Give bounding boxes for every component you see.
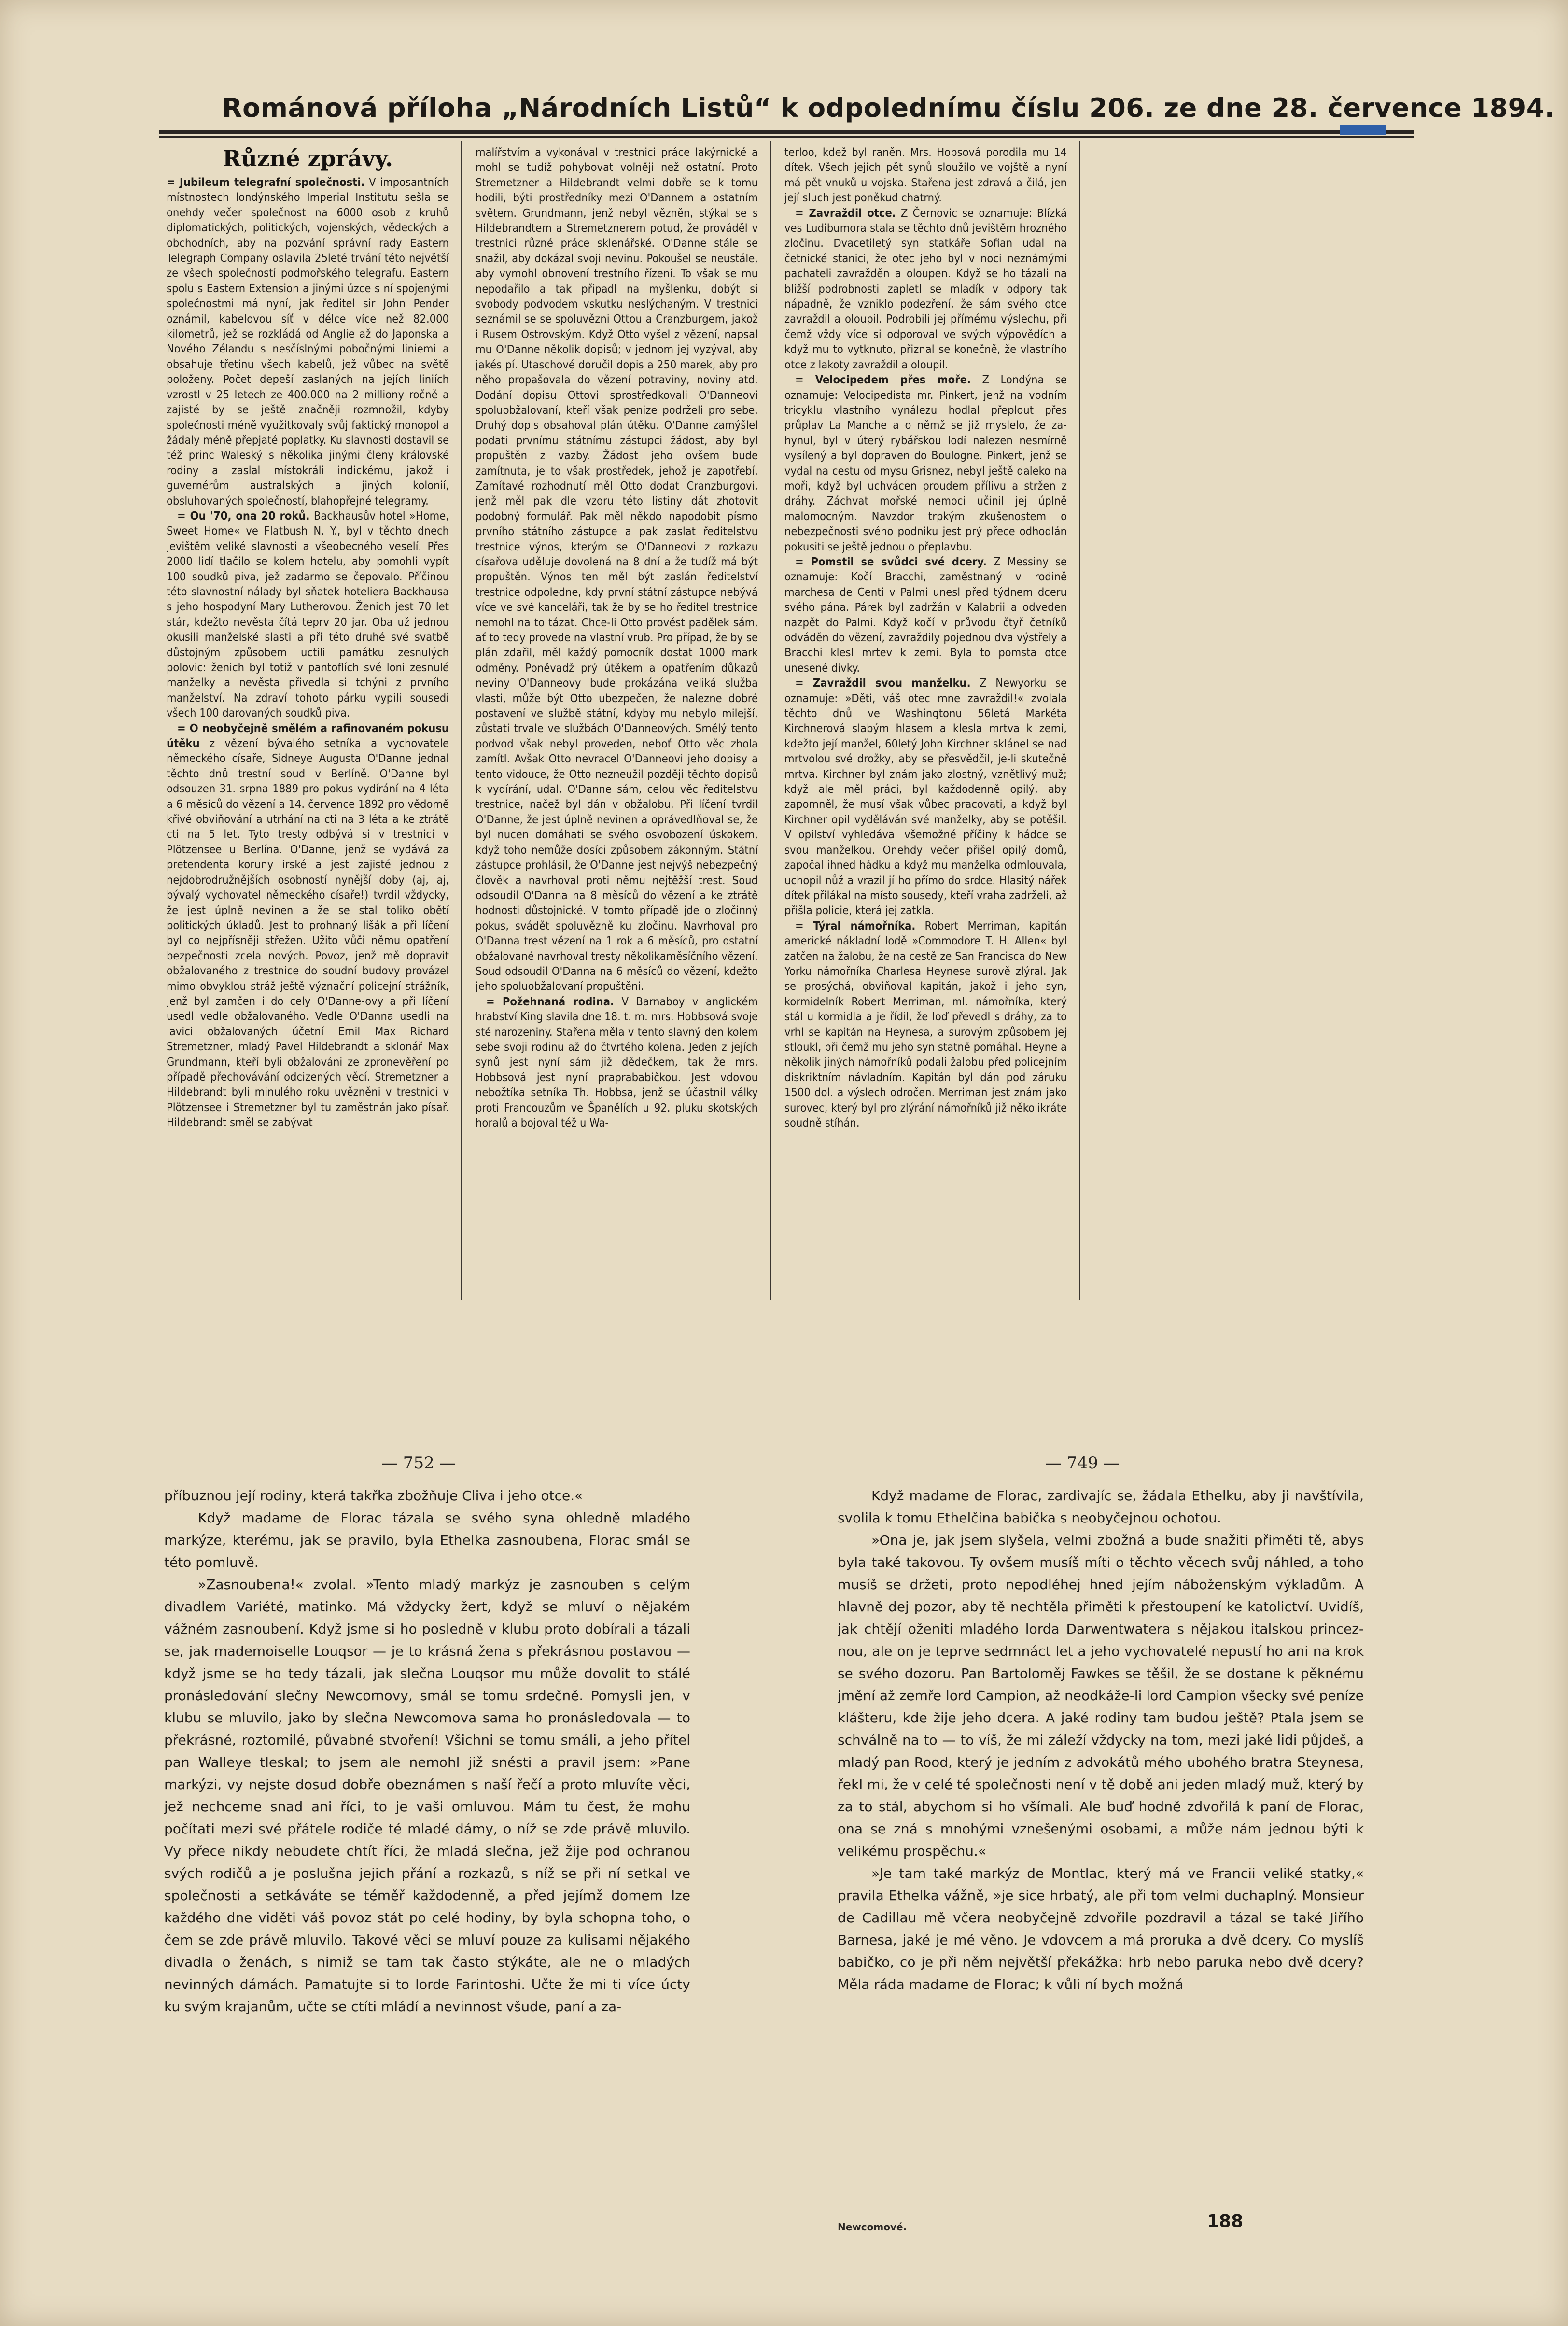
masthead: Románová příloha „Národních Listů“ k odpolednímu číslu 206. ze dne 28. července 1894.: [222, 93, 1555, 123]
news-item: [784, 145, 1067, 206]
masthead-rule: [159, 130, 1414, 134]
footer-number: 188: [1207, 2212, 1244, 2231]
page-number-right: — 749 —: [1045, 1453, 1120, 1473]
news-column-3: [784, 145, 1067, 1289]
footer-signature: Newcomové.: [838, 2221, 907, 2233]
news-rubric: = Zavraždil otce.: [795, 206, 896, 220]
news-text: Robert Merriman, kapitán americké nákladní lodě »Commodore T. H. Allen« byl zatčen na žalobu, že na cestě ze San Francisca do New Yorku námořníka Charlesa Heynese surově zlýral. Jak se prosýchá, obviňoval kapitán, jakož i jeho syn, kormidelník Robert Merriman, ml. námořníka, který stál u kormidla a je řídil, že loď převedl s dráhy, za to vrhl se kapitán na Heynesa, a surovým způsobem jej stloukl, při čemž mu jeho syn statně pomáhal. Heyne a několik jiných námořníků podali žalobu před policejním diskriktním návladním. Kapitán byl dán pod záruku 1500 dol. a výslech odročen. Merriman jest znám jako surovec, který byl pro zlýrání námořníků již několikráte soudně stíhán.: [784, 918, 1067, 1129]
novel-paragraph: »Zasnoubena!« zvolal. »Tento mladý markýz je zasnouben s celým divadlem Variété, matinko. Má vždycky žert, když se mluví o nějakém vážném zasnoubení. Když jsme si ho posledně v klubu proto dobírali a tázali se, jak mademoiselle Louqsor — je to krásná žena s překrásnou postavou — když jsme se ho tedy tázali, jak slečna Louqsor mu může dovolit to stálé pronásledování slečny Newcomovy, smál se tomu srdečně. Pomysli jen, v klubu se mluvilo, jako by slečna Newcomova sama ho pronásledovala — to překrásné, roztomilé, půvabné stvoření! Všichni se tomu smáli, a jeho přítel pan Walleye tleskal; to jsem ale nemohl již snésti a pravil jsem: »Pane markýzi, vy nejste dosud dobře obeznámen s naší řečí a proto mluvíte věci, jež nechceme snad ani říci, to je vaši omluvou. Mám tu čest, že mohu počítati mezi své přátele rodiče té mladé dámy, o níž se zde právě mluvilo. Vy přece nikdy nebudete chtít říci, že mladá slečna, jež žije pod ochranou svých rodičů a je poslušna jejich přání a rozkazů, s níž se při ní setkal ve společnosti a setkáváte se téměř každodenně, a před jejímž domem lze každého dne viděti váš povoz stát po celé hodiny, by byla schopna toho, o čem se zde právě mluvilo. Takové věci se mluví pouze za kulisami nějakého divadla o ženách, s nimiž se tam tak často stýkáte, ale ne o mladých nevinných dámách. Pamatujte si to lorde Farintoshi. Učte že mi ti více úcty ku svým krajanům, učte se ctíti mládí a nevinnost všude, paní a za-: [164, 1577, 690, 2015]
news-item: [167, 721, 449, 1130]
news-text: malířstvím a vykonával v trestnici práce lakýrnické a mohl se tudíž pohybovat volněji než ostatní. Proto Stremetzner a Hildebrandt velmi dobře se k tomu hodili, býti prostředníky mezi O'Dannem a ostatním světem. Grundmann, jenž nebyl vězněn, stýkal se s Hildebrandtem a Stremetznerem potud, že prováděl v trestnici různé práce sklenářské. O'Danne stále se snažil, aby dokázal svoji nevinu. Pokoušel se neustále, aby vymohl obnovení trestního řízení. To však se mu nepodařilo a tak připadl na myšlenku, dobýt si svobody podvodem vskutku neslýchaným. V trestnici seznámil se se spoluvězni Ottou a Cranzburgem, jakož i Rusem Ostrovským. Když Otto vyšel z vězení, napsal mu O'Danne několik dopisů; v jednom jej vyzýval, aby jakés pí. Utaschové doručil dopis a 250 marek, aby pro něho propašovala do vězení potraviny, noviny atd. Dodání dopisu Ottovi sprostředkovali O'Danneovi spoluobžalovaní, kteří však penize podrželi pro sebe. Druhý dopis obsahoval plán útěku. O'Danne zamýšlel podati prvnímu státnímu zástupci žádost, aby byl propuštěn z vazby. Žádost jeho ovšem bude zamítnuta, je to však prostředek, jehož je zapotřebí. Zamítavé rozhodnutí měl Otto dodat Cranzburgovi, jenž měl pak dle vzoru této listiny dát zhotovit podobný formulář. Pak měl někdo napodobit písmo prvního státního zástupce a pak zaslat ředitelstvu trestnice výnos, kterým se O'Danneovi z rozkazu císařova uděluje dovolená na 8 dní a že tudíž má být propuštěn. Výnos ten měl být zaslán ředitelství trestnice odpoledne, kdy první státní zástupce nebývá více ve své kanceláři, tak že by se ho ředitel trestnice nemohl na to tázat. Chce-li Otto provést padělek sám, ať to tedy provede na vlastní vrub. Pro případ, že by se plán zdařil, měl každý pomocník dostat 1000 mark odměny. Poněvadž prý útěkem a opatřením důkazů neviny O'Danneovy bude prokázána veliká služba vlasti, může být Otto ubezpečen, že nalezne dobré postavení ve službě státní, kdyby mu nebylo milejší, zůstati trvale ve službách O'Danneových. Smělý tento podvod však nebyl proveden, neboť Otto věc zhola zamítl. Avšak Otto nevracel O'Danneovi jeho dopisy a tento vidouce, že Otto nezneužil později těchto dopisů k vydírání, udal, O'Danne sám, celou věc ředitelstvu trestnice, načež byl dán v obžalobu. Při líčení tvrdil O'Danne, že jest úplně nevinen a oprávedlňoval se, že byl nucen domáhati se svého osvobození úskokem, když toho nemůže dosíci způsobem zákonným. Státní zástupce prohlásil, že O'Danne jest nejvýš nebezpečný člověk a navrhoval proti němu nejtěžší trest. Soud odsoudil O'Danna na 8 měsíců do vězení a ke ztrátě hodnosti důstojnické. V tomto případě jde o zločinný pokus, svádět spoluvězně ku zločinu. Navrhoval pro O'Danna trest vězení na 1 rok a 6 měsíců, pro ostatní obžalované navrhoval tresty několikaměsíčního vězení. Soud odsoudil O'Danna na 6 měsíců do vězení, kdežto jeho spoluobžalovaní propuštěni.: [476, 145, 758, 993]
novel-paragraph: příbuznou její rodiny, která takřka zbožňuje Cliva i jeho otce.«: [164, 1488, 583, 1504]
novel-paragraph: »Je tam také markýz de Montlac, který má ve Francii veliké statky,« pravila Ethelka vážně, »je sice hrbatý, ale při tom velmi duchaplný. Monsieur de Cadillau mě včera neobyčejně zdvořile pozdravil a tázal se také Jiřího Barnesa, jaké je mé věno. Je vdovcem a má proruka a dvě dcery. Co myslíš babičko, co je při něm největší překážka: hrb nebo paruka nebo dvě dcery? Měla ráda madame de Florac; k vůli ní bych možná: [838, 1865, 1364, 1992]
library-mark: [1340, 125, 1386, 135]
news-item: [784, 918, 1067, 1131]
news-item: [167, 175, 449, 508]
news-text: Z Newyorku se oznamuje: »Děti, váš otec mne zavraždil!« zvolala těchto dnů ve Washingtonu 56letá Markéta Kirchnerová slabým hlasem a klesla mrtva k zemi, kdežto její manžel, 60letý John Kirchner sklánel se nad mrtvolou své drožky, aby se přesvědčil, je-li skutečně mrtva. Kirchner byl znám jako zlostný, vznětlivý muž; když ale měl práci, byl každodenně opilý, aby zapomněl, že musí však vůbec pracovati, a když byl Kirchner opil vyděláván své manželky, aby se potěšil. V opilství vyhledával všemožné příčiny k hádce se svou manželkou. Onehdy večer přišel opilý domů, započal ihned hádku a když mu manželka odmlouvala, uchopil nůž a vrazil jí ho přímo do srdce. Hlasitý nářek dítek přilákal na místo sousedy, kteří vraha zadrželi, až přišla policie, která jej zatkla.: [784, 676, 1067, 917]
news-item: [784, 206, 1067, 372]
news-item: [784, 372, 1067, 554]
news-text: Backhausův hotel »Home, Sweet Home« ve Flatbush N. Y., byl v těchto dnech jevištěm veliké slavnosti a všeobecného veselí. Přes 2000 lidí tlačilo se kolem hotelu, aby pomohli vypít 100 soudků piva, jež zadarmo se čepovalo. Příčinou této slavnostní nálady byl sňatek hoteliera Backhausa s jeho hospodyní Mary Lutherovou. Ženich jest 70 let stár, kdežto nevěsta čítá teprv 20 jar. Oba už jednou okusili manželské slasti a při této druhé své svatbě důstojným způsobem uctili památku zesnulých polovic: ženich byl totiž v pantoflích své loni zesnulé manželky a nevěsta přivedla si tchýni z prvního manželství. Na zdraví tohoto párku vypili sousedi všech 100 darovaných soudků piva.: [167, 508, 449, 720]
column-divider: [461, 141, 462, 1300]
news-rubric: = Týral námořníka.: [795, 918, 916, 932]
news-item: [167, 508, 449, 721]
news-rubric: = Ou '70, ona 20 roků.: [177, 508, 310, 522]
news-rubric: = Zavraždil svou manželku.: [795, 676, 971, 690]
news-text: z vězení bývalého setníka a vychovatele německého císaře, Sidneye Augusta O'Danne jednal těchto dnů trestní soud v Berlíně. O'Danne byl odsouzen 31. srpna 1889 pro pokus vydírání na 4 léta a 6 měsíců do vězení a 14. července 1892 pro vědomě křivé obviňování a utrhání na cti na 3 léta a ke ztrátě cti na 5 let. Tyto tresty odbývá si v trestnici v Plötzensee u Berlína. O'Danne, jenž se vydává za pretendenta koruny irské a jest zajisté jednou z nejdobrodružnějších osobností nynější doby (aj, aj, bývalý vychovatel německého císaře!) tvrdil vždycky, že jest úplně nevinen a že se stal toliko obětí politických úkladů. Jest to prohnaný lišák a při líčení byl co nejpřísněji střežen. Užito vůči němu opatření bezpečnosti zcela nových. Povoz, jenž mě dopravit obžalovaného z trestnice do soudní budovy provázel mimo obvyklou stráž ještě význační policejní strážník, jenž byl zamčen i do cely O'Danne-ovy a při líčení usedl vedle obžalovaného. Vedle O'Danna usedli na lavici obžalovaných účetní Emil Max Richard Stremetzner, mladý Pavel Hildebrandt a sklonář Max Grundmann, kteří byli obžalováni ze zpronevěření po případě přechovávání odcizených věcí. Stremetzner a Hildebrandt byli minulého roku uvězněni v trestnici v Plötzensee i Stremetzner byl tu zaměstnán jako písař. Hildebrandt směl se zabývat: [167, 736, 449, 1129]
news-text: V Barnaboy v anglickém hrabství King slavila dne 18. t. m. mrs. Hobbsová svoje sté narozeniny. Stařena měla v tento slavný den kolem sebe svoji rodinu až do čtvrtého kolena. Jeden z jejích synů jest nyní sám již dědečkem, tak že mrs. Hobbsová jest nyní praprababičkou. Jest vdovou nebožtíka setníka Th. Hobbsa, jenž se účastnil války proti Francouzům ve Španělích u 92. pluku skotských horalů a bojoval též u Wa-: [476, 994, 758, 1129]
news-text: Z Černovic se oznamuje: Blízká ves Ludibumora stala se těchto dnů jevištěm hrozného zločinu. Dvacetiletý syn statkáře Sofian udal na četnické stanici, že otec jeho byl v noci neznámými pachateli zavražděn a oloupen. Když se ho tázali na bližší podrobnosti zapletl se mladík v odpory tak nápadně, že vzniklo podezření, že sám svého otce zavraždil a oloupil. Podrobili jej přímému výslechu, při čemž vždy více si odporoval ve svých výpovědích a když mu to vytknuto, přiznal se konečně, že vlastního otce z lakoty zavraždil a oloupil.: [784, 206, 1067, 371]
news-item: [784, 554, 1067, 676]
news-text: Z Londýna se oznamuje: Velocipedista mr. Pinkert, jenž na vodním tricyklu vlastního vynálezu hodlal přeplout přes průplav La Manche a o němž se již myslelo, že zahynul, byl v úterý rybářskou lodí nalezen nesmírně vysílený a byl dopraven do Boulogne. Pinkert, jenž se vydal na cestu od mysu Grisnez, nebyl ještě daleko na moři, když byl uchvácen proudem přílivu a stržen z dráhy. Záchvat mořské nemoci učinil jej úplně malomocným. Navzdor trpkým zkušenostem o nebezpečnosti svého podniku jest prý přece odhodlán pokusiti se ještě jednou o přeplavbu.: [784, 373, 1067, 553]
novel-page-right: [838, 1485, 1364, 2204]
column-divider: [770, 141, 771, 1300]
news-rubric: = Pomstil se svůdci své dcery.: [795, 554, 987, 568]
novel-paragraph: Když madame de Florac tázala se svého syna ohledně mladého markýze, kterému, jak se pravilo, byla Ethelka zasnoubena, Florac smál se této pomluvě.: [164, 1510, 690, 1570]
news-item: [476, 145, 758, 994]
news-text: terloo, kdež byl raněn. Mrs. Hobsová porodila mu 14 dítek. Všech jejich pět synů sloužilo ve vojště a nyní má pět vnuků u vojska. Stařena jest zdravá a čilá, jen její sluch jest poněkud chatrný.: [784, 145, 1067, 205]
news-item: [784, 676, 1067, 918]
news-rubric: = Jubileum telegrafní společnosti.: [167, 175, 365, 189]
news-rubric: = O neobyčejně smělém a rafinovaném pokusu útěku: [167, 721, 449, 750]
news-text: Z Messiny se oznamuje: Kočí Bracchi, zaměstnaný v rodině marchesa de Centi v Palmi unesl před týdnem dceru svého pána. Párek byl zadržán v Kalabrii a odveden nazpět do Palmi. Když kočí v průvodu čtyř četníků odváděn do vězení, zavraždily pojednou dva výstřely a Bracchi klesl mrtev k zemi. Byla to pomsta otce unesené dívky.: [784, 554, 1067, 675]
news-text: V imposantních místnostech londýnského Imperial Institutu sešla se onehdy večer společnost na 6000 osob z kruhů diplomatických, politických, vojenských, vědeckých a obchodních, aby na pozvání správní rady Eastern Telegraph Company oslavila 25leté trvání této největší ze všech společností podmořského telegrafu. Eastern spolu s Eastern Extension a jinými úzce s ní spojenými společnostmi má nyní, jak ředitel sir John Pender oznámil, kabelovou síť v délce více než 82.000 kilometrů, jež se rozkládá od Anglie až do Japonska a Nového Zélandu s nesčíslnými pobočnými liniemi a obsahuje třetinu všech kabelů, jež vůbec na světě položeny. Počet depeší zaslaných na jejích liniích vzrostl v 25 letech ze 400.000 na 2 milliony ročně a zajisté by se ještě značněji rozmnožil, kdyby společnosti méně využitkovaly svůj faktický monopol a žádaly méně přepjaté poplatky. Ku slavnosti dostavil se též princ Waleský s několika jinými členy královské rodiny a zaslal místokráli indickému, jakož i guvernérům australských a jiných kolonií, obsluhovaných společností, blahopřejné telegramy.: [167, 175, 449, 507]
news-column-1: [167, 145, 449, 1289]
novel-paragraph: »Ona je, jak jsem slyšela, velmi zbožná a bude snažiti přiměti tě, abys byla také takovou. Ty ovšem musíš míti o těchto věcech svůj náhled, a toho musíš se držeti, proto nepodléhej hned jejím náboženským výkladům. A hlavně dej pozor, aby tě nechtěla přiměti k přestoupení ke katolictví. Uvidíš, jak chtějí oženiti mladého lorda Darwentwatera s nějakou italskou princeznou, ale on je teprve sedmnáct let a jeho vychovatelé nepustí ho ani na krok se svého dozoru. Pan Bartoloměj Fawkes se těšil, že se dostane k pěknému jmění až zemře lord Campion, až neodkáže-li lord Campion všecky své peníze klášteru, kde žije jeho dcera. A jaké rodiny tam budou ještě? Ptala jsem se schválně na to — to víš, že mi záleží vždycky na tom, mezi jaké lidi půjdeš, a mladý pan Rood, který je jedním z advokátů mého ubohého bratra Steynesa, řekl mi, že v celé té společnosti není v tě době ani jeden mladý muž, který by za to stál, abychom si ho všímali. Ale buď hodně zdvořilá k paní de Florac, ona se zná s mnohými vznešenými osobami, a může nám jednou býti k velikému prospěchu.«: [838, 1532, 1364, 1859]
news-rubric: = Požehnaná rodina.: [486, 994, 614, 1008]
page-number-left: — 752 —: [381, 1453, 456, 1473]
news-item: [476, 994, 758, 1131]
novel-paragraph: Když madame de Florac, zardivajíc se, žádala Ethelku, aby ji navštívila, svolila k tomu Ethelčina babička s neobyčejnou ochotou.: [838, 1488, 1364, 1526]
news-rubric: = Velocipedem přes moře.: [795, 373, 971, 387]
masthead-rule-thin: [159, 136, 1414, 138]
section-title: Různé zprávy.: [222, 145, 393, 171]
novel-page-left: [164, 1485, 690, 2238]
news-column-2: [476, 145, 758, 1289]
column-divider: [1079, 141, 1080, 1300]
